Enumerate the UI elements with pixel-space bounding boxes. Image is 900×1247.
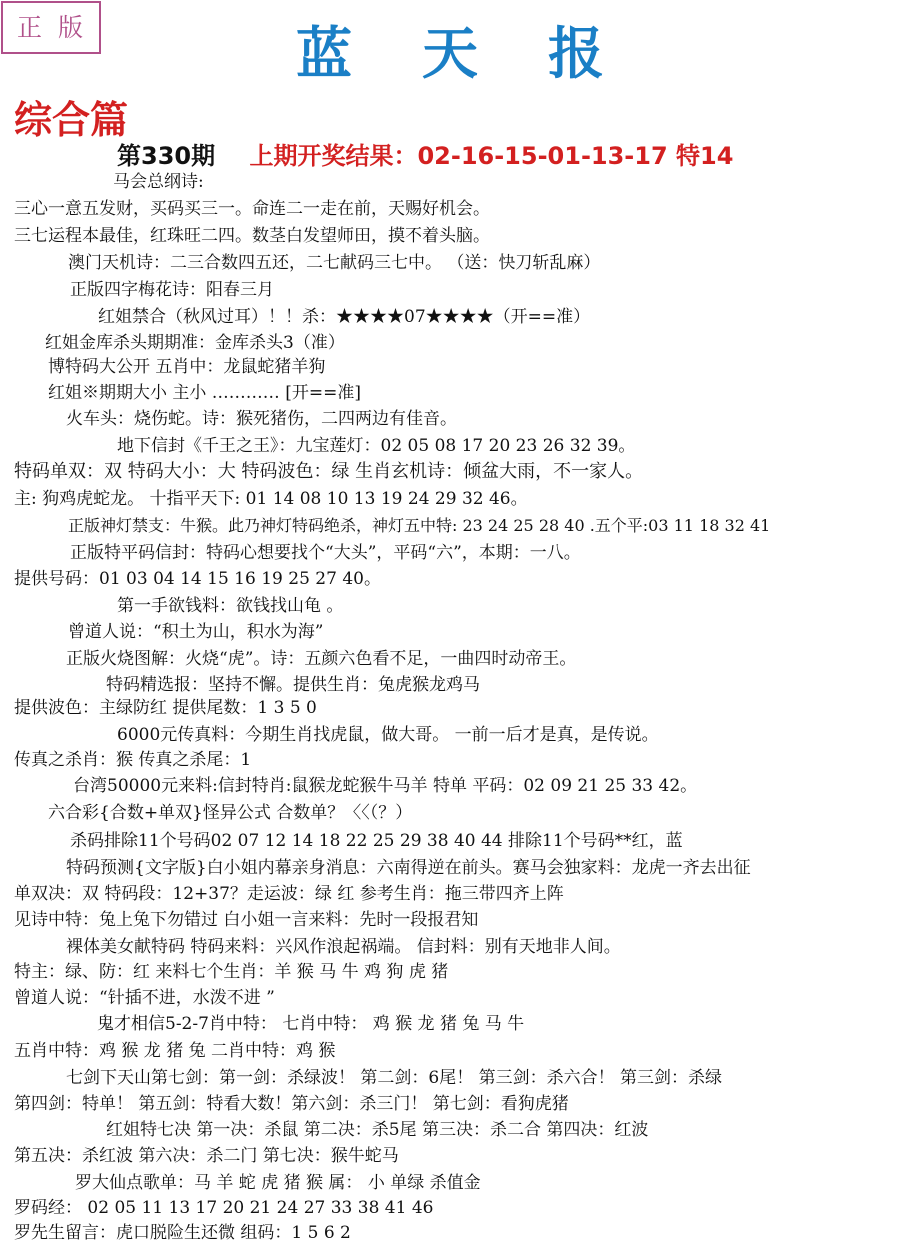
text-line: 红姐特七决 第一决：杀鼠 第二决：杀5尾 第三决：杀二合 第四决：红波 bbox=[106, 1120, 649, 1140]
last-draw-result: 上期开奖结果：02-16-15-01-13-17 特14 bbox=[249, 142, 734, 170]
text-line: 红姐禁合（秋风过耳）！！杀：★★★★07★★★★（开==准） bbox=[98, 307, 591, 327]
text-line: 五肖中特：鸡 猴 龙 猪 兔 二肖中特：鸡 猴 bbox=[14, 1041, 336, 1061]
text-line: 台湾50000元来料:信封特肖:鼠猴龙蛇猴牛马羊 特单 平码：02 09 21 25 33 42。 bbox=[73, 776, 698, 796]
text-line: 红姐金库杀头期期准：金库杀头3（准） bbox=[45, 333, 345, 353]
text-line: 鬼才相信5-2-7肖中特： 七肖中特： 鸡 猴 龙 猪 兔 马 牛 bbox=[97, 1014, 525, 1034]
text-line: 特码单双：双 特码大小：大 特码波色：绿 生肖玄机诗：倾盆大雨，不一家人。 bbox=[14, 461, 644, 482]
text-line: 罗大仙点歌单：马 羊 蛇 虎 猪 猴 属： 小 单绿 杀值金 bbox=[75, 1173, 481, 1193]
text-line: 单双决：双 特码段：12+37？走运波：绿 红 参考生肖：拖三带四齐上阵 bbox=[14, 884, 564, 904]
text-line: 三心一意五发财，买码买三一。命连二一走在前，天赐好机会。 bbox=[14, 199, 490, 219]
text-line: 杀码排除11个号码02 07 12 14 18 22 25 29 38 40 44 排除11个号码**红，蓝 bbox=[70, 831, 683, 851]
text-line: 七剑下天山第七剑：第一剑：杀绿波！ 第二剑：6尾！ 第三剑：杀六合！ 第三剑：杀绿 bbox=[66, 1068, 723, 1088]
text-line: 第四剑：特单！ 第五剑：特看大数！第六剑：杀三门！ 第七剑：看狗虎猪 bbox=[14, 1094, 569, 1114]
text-line: 正版神灯禁支：牛猴。此乃神灯特码绝杀，神灯五中特: 23 24 25 28 40 .五个平:03 11 18 32 41 bbox=[68, 516, 771, 535]
text-line: 第五决：杀红波 第六决：杀二门 第七决：猴牛蛇马 bbox=[14, 1146, 399, 1166]
text-line: 曾道人说：“积土为山，积水为海” bbox=[68, 622, 324, 642]
text-line: 澳门天机诗：二三合数四五还，二七献码三七中。 （送：快刀斩乱麻） bbox=[68, 253, 601, 273]
text-line: 地下信封《千王之王》：九宝莲灯：02 05 08 17 20 23 26 32 39。 bbox=[117, 436, 636, 456]
text-line: 正版特平码信封：特码心想要找个“大头”，平码“六”，本期：一八。 bbox=[70, 543, 581, 563]
text-line: 提供波色：主绿防红 提供尾数：1 3 5 0 bbox=[14, 698, 317, 718]
text-line: 特码精选报：坚持不懈。提供生肖：兔虎猴龙鸡马 bbox=[106, 675, 480, 695]
text-line: 罗码经： 02 05 11 13 17 20 21 24 27 33 38 41 46 bbox=[14, 1198, 434, 1218]
text-line: 特码预测{文字版}白小姐内幕亲身消息：六南得逆在前头。赛马会独家料：龙虎一齐去出征 bbox=[66, 858, 751, 878]
authentic-badge: 正版 bbox=[1, 1, 101, 54]
text-line: 红姐※期期大小 主小 ………… [开==准] bbox=[48, 383, 361, 403]
text-line: 第一手欲钱料：欲钱找山龟 。 bbox=[117, 596, 344, 616]
text-line: 特主：绿、防：红 来料七个生肖：羊 猴 马 牛 鸡 狗 虎 猪 bbox=[14, 962, 449, 982]
text-line: 曾道人说：“针插不进，水泼不进 ” bbox=[14, 988, 275, 1008]
text-line: 传真之杀肖：猴 传真之杀尾：1 bbox=[14, 750, 252, 770]
text-line: 博特码大公开 五肖中：龙鼠蛇猪羊狗 bbox=[48, 357, 326, 377]
text-line: 三七运程本最佳，红珠旺二四。数茎白发望师田，摸不着头脑。 bbox=[14, 226, 490, 246]
text-line: 提供号码：01 03 04 14 15 16 19 25 27 40。 bbox=[14, 569, 381, 589]
text-line: 主: 狗鸡虎蛇龙。 十指平天下: 01 14 08 10 13 19 24 29 32 46。 bbox=[14, 489, 528, 509]
text-line: 裸体美女献特码 特码来料：兴风作浪起祸端。 信封料：别有天地非人间。 bbox=[66, 937, 621, 957]
text-line: 六合彩{合数+单双}怪异公式 合数单？〈〈（？） bbox=[48, 803, 413, 823]
text-line: 火车头：烧伤蛇。诗：猴死猪伤，二四两边有佳音。 bbox=[66, 409, 457, 429]
text-line: 正版四字梅花诗：阳春三月 bbox=[70, 280, 274, 300]
text-line: 罗先生留言：虎口脱险生还微 组码：1 5 6 2 bbox=[14, 1223, 351, 1243]
text-line: 马会总纲诗: bbox=[113, 172, 204, 192]
issue-number: 第330期 bbox=[117, 142, 216, 170]
masthead-title: 蓝天报 bbox=[296, 21, 674, 87]
section-title: 综合篇 bbox=[14, 97, 129, 142]
issue-header bbox=[117, 138, 733, 174]
text-line: 见诗中特：兔上兔下勿错过 白小姐一言来料：先时一段报君知 bbox=[14, 910, 479, 930]
text-line: 正版火烧图解：火烧“虎”。诗：五颜六色看不足，一曲四时动帝王。 bbox=[66, 649, 577, 669]
text-line: 6000元传真料：今期生肖找虎鼠，做大哥。 一前一后才是真，是传说。 bbox=[117, 725, 659, 745]
